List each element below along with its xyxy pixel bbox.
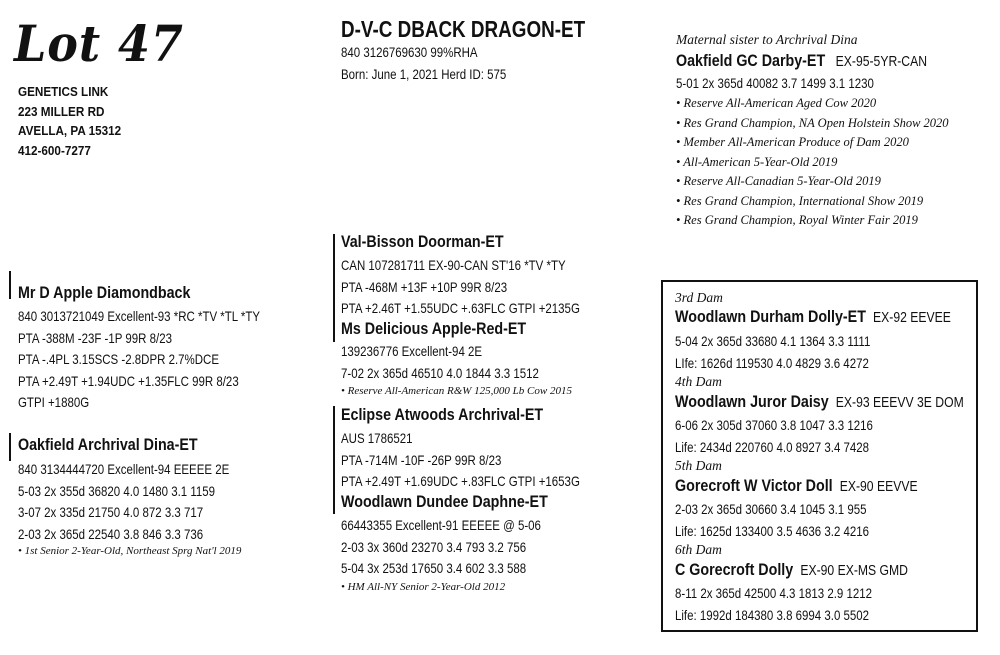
- dam-dam-details: [341, 515, 541, 580]
- sire-dam-line: 139236776 Excellent-94 2E: [341, 343, 483, 359]
- record-line: Life: 1992d 184380 3.8 6994 3.0 5502: [675, 606, 870, 623]
- dam-heading: [675, 560, 908, 580]
- honor-item: • Member All-American Produce of Dam 2020: [676, 135, 909, 149]
- dam-label: 3rd Dam: [675, 290, 723, 305]
- honor-item: • Res Grand Champion, International Show 2019: [676, 193, 924, 208]
- sire-line: PTA +2.49T +1.94UDC +1.35FLC 99R 8/23: [18, 372, 239, 389]
- dam-line: 840 3134444720 Excellent-94 EEEEE 2E: [18, 461, 230, 477]
- dam-label: 5th Dam: [675, 458, 722, 473]
- record-line: 5-04 2x 365d 33680 4.1 1364 3.3 1111: [675, 333, 871, 349]
- dam-3-records: [675, 331, 870, 374]
- consignor-block: [18, 82, 121, 160]
- animal-name: D-V-C DBACK DRAGON-ET: [341, 16, 586, 42]
- sire-sire-bracket: [333, 234, 335, 318]
- sire-sire-line: CAN 107281711 EX-90-CAN ST'16 *TV *TY: [341, 257, 566, 273]
- dam-4-records: [675, 415, 873, 458]
- dam-heading: [675, 392, 964, 412]
- honor-item: • Reserve All-Canadian 5-Year-Old 2019: [676, 174, 881, 188]
- sire-sire-details: [341, 255, 580, 320]
- dam-label: 6th Dam: [675, 542, 722, 557]
- record-line: LIfe: 1626d 119530 4.0 4829 3.6 4272: [675, 354, 869, 371]
- dam-dam-line: 2-03 3x 360d 23270 3.4 793 3.2 756: [341, 538, 527, 555]
- sire-dam-honor: • Reserve All-American R&W 125,000 Lb Cow 2015: [341, 385, 572, 397]
- maternal-sister-name: Oakfield GC Darby-ET: [676, 51, 826, 70]
- record-line: 8-11 2x 365d 42500 4.3 1813 2.9 1212: [675, 585, 873, 601]
- dam-label: 4th Dam: [675, 374, 722, 389]
- maternal-sister-note: Maternal sister to Archrival Dina: [676, 32, 858, 47]
- sire-bracket: [9, 271, 11, 299]
- dam-sire-line: AUS 1786521: [341, 430, 413, 446]
- dam-sire-line: PTA +2.49T +1.69UDC +.83FLC GTPI +1653G: [341, 473, 580, 489]
- dam-heading: [675, 307, 951, 327]
- consignor-address-2: AVELLA, PA 15312: [18, 123, 122, 138]
- lot-number: Lot 47: [14, 14, 184, 73]
- dam-dam-honor: • HM All-NY Senior 2-Year-Old 2012: [341, 581, 506, 593]
- sire-details: [18, 306, 260, 414]
- dam-honor: • 1st Senior 2-Year-Old, Northeast Sprg Nat'l 2019: [18, 545, 242, 557]
- dam-4-name: Woodlawn Juror Daisy: [675, 392, 829, 411]
- sire-line: PTA -.4PL 3.15SCS -2.8DPR 2.7%DCE: [18, 351, 219, 367]
- dam-dam-line: 5-04 3x 253d 17650 3.4 602 3.3 588: [341, 560, 527, 576]
- sire-line: GTPI +1880G: [18, 394, 90, 410]
- dam-dam-bracket: [333, 490, 335, 514]
- dam-line: 2-03 2x 365d 22540 3.8 846 3.3 736: [18, 525, 204, 542]
- dam-3-class: EX-92 EEVEE: [873, 310, 951, 326]
- dam-4-class: EX-93 EEEVV 3E DOM: [835, 395, 964, 411]
- dam-name: Oakfield Archrival Dina-ET: [18, 435, 198, 454]
- dam-line: 5-03 2x 355d 36820 4.0 1480 3.1 1159: [18, 482, 216, 499]
- sire-dam-bracket: [333, 318, 335, 342]
- sire-line: PTA -388M -23F -1P 99R 8/23: [18, 329, 172, 346]
- sire-name: Mr D Apple Diamondback: [18, 283, 191, 302]
- dam-heading: [675, 476, 918, 496]
- consignor-phone: 412-600-7277: [18, 142, 91, 158]
- animal-id-line: 840 3126769630 99%RHA: [341, 44, 478, 60]
- dam-sire-name: Eclipse Atwoods Archrival-ET: [341, 405, 544, 424]
- record-line: Life: 2434d 220760 4.0 8927 3.4 7428: [675, 438, 870, 455]
- dam-sire-details: [341, 428, 580, 493]
- sire-sire-line: PTA +2.46T +1.55UDC +.63FLC GTPI +2135G: [341, 300, 580, 316]
- dam-6-name: C Gorecroft Dolly: [675, 560, 794, 579]
- consignor-address-1: 223 MILLER RD: [18, 103, 105, 119]
- record-line: 6-06 2x 305d 37060 3.8 1047 3.3 1216: [675, 417, 873, 433]
- sire-sire-name: Val-Bisson Doorman-ET: [341, 232, 504, 251]
- dam-dam-name: Woodlawn Dundee Daphne-ET: [341, 492, 548, 511]
- dam-sire-bracket: [333, 406, 335, 490]
- maternal-sister-heading: [676, 51, 927, 71]
- dam-3-name: Woodlawn Durham Dolly-ET: [675, 307, 866, 326]
- maternal-sister-honors: [676, 96, 949, 233]
- maternal-sister-record: 5-01 2x 365d 40082 3.7 1499 3.1 1230: [676, 75, 874, 91]
- dam-sire-line: PTA -714M -10F -26P 99R 8/23: [341, 451, 502, 468]
- record-line: Life: 1625d 133400 3.5 4636 3.2 4216: [675, 522, 870, 539]
- sire-line: 840 3013721049 Excellent-93 *RC *TV *TL *TY: [18, 308, 261, 324]
- honor-item: • Res Grand Champion, NA Open Holstein Show 2020: [676, 115, 949, 130]
- sire-dam-details: [341, 341, 539, 384]
- dam-5-class: EX-90 EEVVE: [839, 479, 918, 495]
- dam-details: [18, 459, 229, 545]
- dam-5-name: Gorecroft W Victor Doll: [675, 476, 833, 495]
- dam-bracket: [9, 433, 11, 461]
- dam-6-records: [675, 583, 872, 626]
- sire-dam-name: Ms Delicious Apple-Red-ET: [341, 319, 527, 338]
- honor-item: • Reserve All-American Aged Cow 2020: [676, 96, 877, 110]
- animal-born-line: Born: June 1, 2021 Herd ID: 575: [341, 66, 507, 82]
- honor-item: • All-American 5-Year-Old 2019: [676, 154, 838, 169]
- consignor-name: GENETICS LINK: [18, 84, 109, 99]
- honor-item: • Res Grand Champion, Royal Winter Fair 2019: [676, 213, 918, 227]
- sire-dam-line: 7-02 2x 365d 46510 4.0 1844 3.3 1512: [341, 364, 539, 381]
- dam-line: 3-07 2x 335d 21750 4.0 872 3.3 717: [18, 504, 204, 520]
- dam-6-class: EX-90 EX-MS GMD: [800, 563, 908, 579]
- record-line: 2-03 2x 365d 30660 3.4 1045 3.1 955: [675, 501, 867, 517]
- sire-sire-line: PTA -468M +13F +10P 99R 8/23: [341, 278, 508, 295]
- dam-dam-line: 66443355 Excellent-91 EEEEE @ 5-06: [341, 517, 541, 533]
- dam-5-records: [675, 499, 869, 542]
- maternal-sister-class: EX-95-5YR-CAN: [835, 54, 928, 70]
